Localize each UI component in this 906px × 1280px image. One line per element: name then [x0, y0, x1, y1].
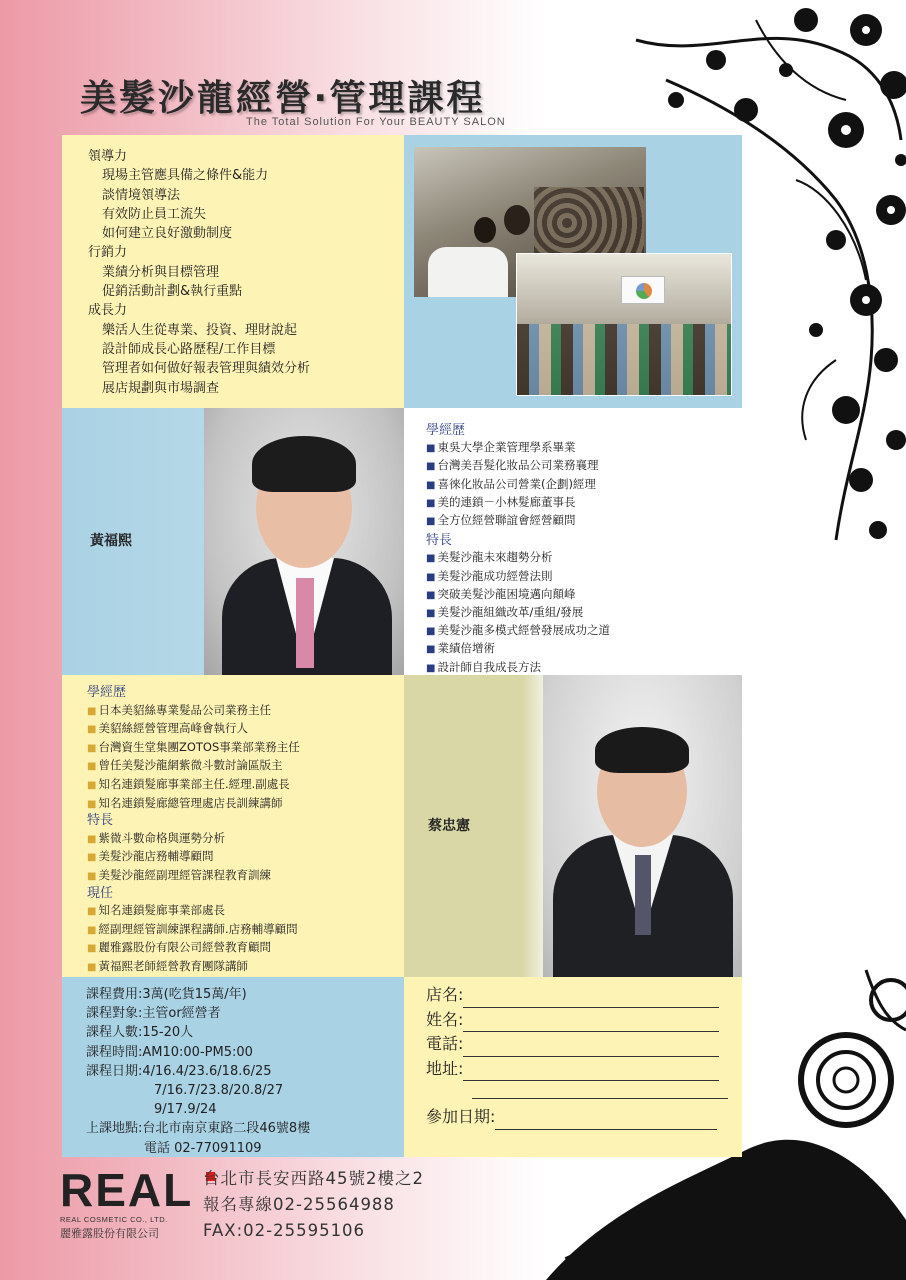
course-info-panel	[62, 977, 404, 1157]
background-item: ■ 美的連鎖－小林髮廊董事長	[426, 494, 742, 512]
class-photo	[516, 253, 732, 396]
course-size: 課程人數:15-20人	[86, 1025, 194, 1041]
background-item: ■ 台灣美吾髮化妝品公司業務襄理	[426, 457, 742, 475]
curriculum-item: 促銷活動計劃&執行重點	[102, 284, 243, 300]
current-label: 現任	[87, 885, 114, 901]
logo-wordmark: REAL	[60, 1164, 194, 1216]
course-target: 課程對象:主管or經營者	[86, 1006, 221, 1022]
address-field[interactable]	[463, 1063, 719, 1081]
background-item: ■ 知名連鎖髮廊總管理處店長訓練講師	[87, 795, 404, 814]
current-item: ■ 知名連鎖髮廊事業部處長	[87, 902, 404, 921]
specialty-item: ■ 業績倍增術	[426, 640, 742, 658]
curriculum-item: 樂活人生從專業、投資、理財說起	[102, 322, 298, 338]
instructor1-portrait	[204, 408, 404, 675]
curriculum-item: 如何建立良好激動制度	[102, 226, 233, 242]
date-field[interactable]	[495, 1112, 717, 1130]
instructor2-name: 蔡忠憲	[428, 818, 470, 834]
course-time: 課程時間:AM10:00-PM5:00	[86, 1044, 253, 1060]
store-label: 店名:	[426, 985, 464, 1004]
instructor2-portrait	[543, 675, 742, 977]
background-item: ■ 全方位經營聯誼會經營顧問	[426, 512, 742, 530]
phone-field[interactable]	[463, 1039, 719, 1057]
curriculum-heading: 成長力	[88, 303, 128, 319]
curriculum-item: 談情境領導法	[102, 187, 181, 203]
current-item: ■ 經副理經管訓練課程講師.店務輔導顧問	[87, 921, 404, 940]
specialty-item: ■ 美髮沙龍店務輔導顧問	[87, 848, 404, 867]
course-dates: 9/17.9/24	[154, 1102, 217, 1118]
page-title: 美髮沙龍經營‧管理課程	[80, 78, 486, 119]
curriculum-item: 現場主管應具備之條件&能力	[102, 168, 269, 184]
contact-address: 台北市長安西路45號2樓之2	[203, 1169, 424, 1188]
specialty-item: ■ 美髮沙龍多模式經營發展成功之道	[426, 622, 742, 640]
curriculum-item: 設計師成長心路歷程/工作目標	[102, 341, 276, 357]
name-label: 姓名:	[426, 1009, 464, 1029]
background-item: ■ 曾任美髮沙龍網紫微斗數討論區版主	[87, 757, 404, 776]
phone-label: 電話:	[426, 1034, 464, 1054]
specialty-item: ■ 設計師自我成長方法	[426, 659, 742, 677]
specialty-item: ■ 美髮沙龍成功經營法則	[426, 568, 742, 586]
background-item: ■ 喜徠化妝品公司營業(企劃)經理	[426, 476, 742, 494]
registration-form	[404, 977, 742, 1157]
company-name-zh: 麗雅露股份有限公司	[60, 1227, 159, 1240]
curriculum-item: 管理者如何做好報表管理與績效分析	[102, 361, 311, 377]
curriculum-heading: 領導力	[88, 149, 128, 164]
contact-fax: FAX:02-25595106	[203, 1221, 366, 1240]
course-dates: 課程日期:4/16.4/23.6/18.6/25	[86, 1063, 272, 1079]
page-subtitle: The Total Solution For Your BEAUTY SALON	[246, 116, 506, 128]
class-photos-panel	[404, 135, 742, 408]
address-field-line2[interactable]	[472, 1081, 728, 1099]
background-item: ■ 台灣資生堂集團ZOTOS事業部業務主任	[87, 739, 404, 758]
course-fee: 課程費用:3萬(吃貨15萬/年)	[86, 987, 247, 1002]
curriculum-heading: 行銷力	[88, 245, 128, 261]
background-item: ■ 美貂絲經營管理高峰會執行人	[87, 720, 404, 739]
name-field[interactable]	[463, 1014, 719, 1032]
curriculum-panel	[62, 135, 404, 408]
course-location: 上課地點:台北市南京東路二段46號8樓	[86, 1121, 311, 1137]
instructor1-name: 黃福熙	[90, 533, 132, 549]
curriculum-item: 業績分析與目標管理	[102, 264, 220, 280]
specialty-item: ■ 美髮沙龍未來趨勢分析	[426, 549, 742, 567]
course-dates: 7/16.7/23.8/20.8/27	[154, 1083, 284, 1099]
course-phone: 電話 02-77091109	[144, 1140, 262, 1156]
current-item: ■ 麗雅露股份有限公司經營教育顧問	[87, 939, 404, 958]
contact-block	[203, 1166, 424, 1244]
instructor1-info	[404, 408, 742, 675]
specialty-label: 特長	[426, 533, 453, 549]
current-item: ■ 黃福熙老師經營教育團隊講師	[87, 958, 404, 977]
address-label: 地址:	[426, 1058, 464, 1078]
specialty-item: ■ 美髮沙龍經副理經管課程教育訓練	[87, 867, 404, 886]
date-label: 參加日期:	[426, 1107, 496, 1127]
specialty-label: 特長	[87, 813, 114, 829]
background-item: ■ 日本美貂絲專業髮品公司業務主任	[87, 702, 404, 721]
background-item: ■ 東吳大學企業管理學系畢業	[426, 439, 742, 457]
store-field[interactable]	[463, 990, 719, 1008]
background-item: ■ 知名連鎖髮廊事業部主任.經理.副處長	[87, 776, 404, 795]
specialty-item: ■ 美髮沙龍組織改革/重組/發展	[426, 604, 742, 622]
specialty-item: ■ 紫微斗數命格與運勢分析	[87, 830, 404, 849]
background-label: 學經歷	[426, 423, 466, 438]
instructor2-info	[62, 675, 404, 977]
background-label: 學經歷	[87, 685, 127, 700]
curriculum-item: 有效防止員工流失	[102, 206, 207, 222]
curriculum-item: 展店規劃與市場調查	[102, 380, 220, 396]
specialty-item: ■ 突破美髮沙龍困境邁向顛峰	[426, 586, 742, 604]
contact-hotline: 報名專線02-25564988	[203, 1195, 395, 1214]
company-logo	[60, 1164, 194, 1241]
company-name-en: REAL COSMETIC CO., LTD.	[60, 1215, 168, 1224]
